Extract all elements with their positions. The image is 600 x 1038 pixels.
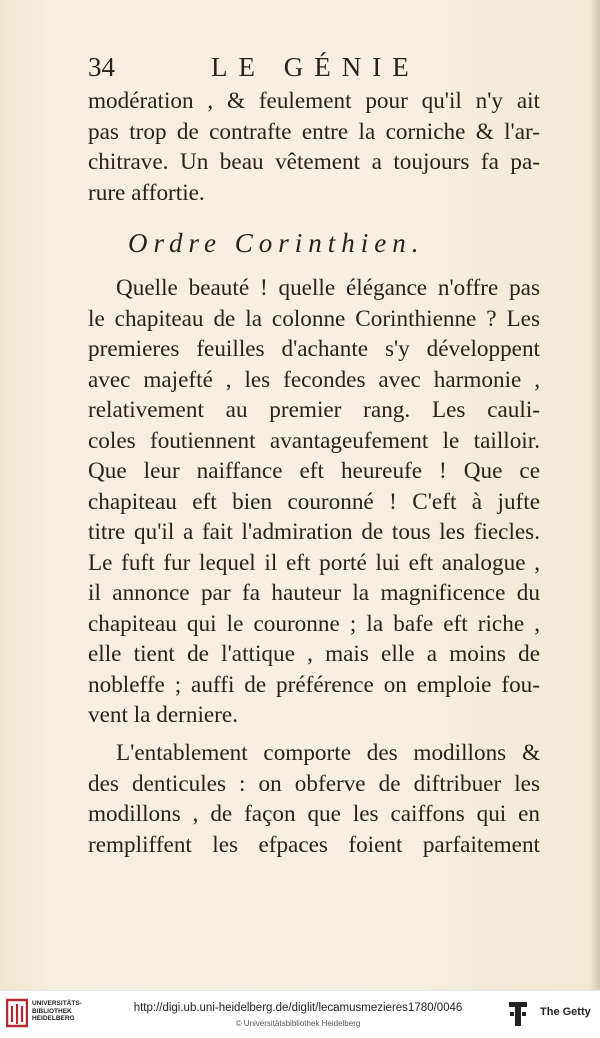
text-line: titre qu'il a fait l'admiration de tous les fiecles.: [88, 519, 540, 545]
paragraph-1: [88, 86, 540, 208]
text-line: avec majefté , les fecondes avec harmonie ,: [88, 366, 540, 393]
section-heading-text: Ordre Corinthien.: [128, 228, 425, 258]
getty-logo-icon: [507, 999, 529, 1029]
text-line: chitrave. Un beau vêtement a toujours fa pa-: [88, 149, 540, 175]
university-name-line: BIBLIOTHEK: [32, 1007, 72, 1015]
university-name-line: HEIDELBERG: [32, 1015, 75, 1022]
text-line: chapiteau eft bien couronné ! C'eft à jufte: [88, 488, 540, 515]
section-heading: [128, 228, 425, 259]
text-line: rempliffent les efpaces foient parfaitement: [88, 831, 540, 858]
text-line: elle tient de l'attique , mais elle a moins de: [88, 641, 540, 667]
page-header: [88, 52, 540, 88]
text-line: pas trop de contrafte entre la corniche & l'ar-: [88, 118, 540, 145]
paragraph-2: [88, 273, 540, 731]
paragraph-3: [88, 738, 540, 860]
viewer-footer: [0, 990, 600, 1038]
copyright-notice: © Universitätsbibliothek Heidelberg: [235, 1019, 361, 1028]
permalink-url[interactable]: http://digi.ub.uni-heidelberg.de/diglit/lecamusmezieres1780/0046: [133, 1002, 463, 1014]
text-line: Le fuft fur lequel il eft porté lui eft analogue ,: [88, 549, 540, 576]
text-line: chapiteau qui le couronne ; la bafe eft riche ,: [88, 610, 540, 637]
text-line: rure affortie.: [88, 179, 205, 206]
text-line: nobleffe ; auffi de préférence on emploie fou-: [88, 671, 540, 698]
text-line: coles foutiennent avantageufement le tailloir.: [88, 427, 540, 454]
text-line: il annonce par fa hauteur la magnificence du: [88, 580, 540, 606]
text-line: modération , & feulement pour qu'il n'y ait: [88, 88, 540, 114]
text-line: premieres feuilles d'achante s'y développent: [88, 336, 540, 362]
university-name: [32, 1000, 82, 1023]
text-line: Que leur naiffance eft heureufe ! Que ce: [88, 458, 540, 484]
text-line: vent la derniere.: [88, 702, 238, 728]
text-line: le chapiteau de la colonne Corinthienne ? Les: [88, 305, 540, 332]
text-line: des denticules : on obferve de diftribuer les: [88, 770, 540, 797]
page-number: 34: [88, 52, 115, 82]
text-line: modillons , de façon que les caiffons qui en: [88, 801, 540, 827]
partner-name: The Getty: [540, 1006, 591, 1018]
university-library-logo-icon: [6, 998, 28, 1028]
page-edge-shadow: [590, 0, 600, 990]
text-line: Quelle beauté ! quelle élégance n'offre pas: [116, 275, 540, 301]
text-line: relativement au premier rang. Les cauli-: [88, 397, 540, 423]
text-line: L'entablement comporte des modillons &: [116, 740, 540, 766]
university-name-line: UNIVERSITÄTS-: [32, 1000, 82, 1007]
running-title: LE GÉNIE: [211, 52, 420, 82]
